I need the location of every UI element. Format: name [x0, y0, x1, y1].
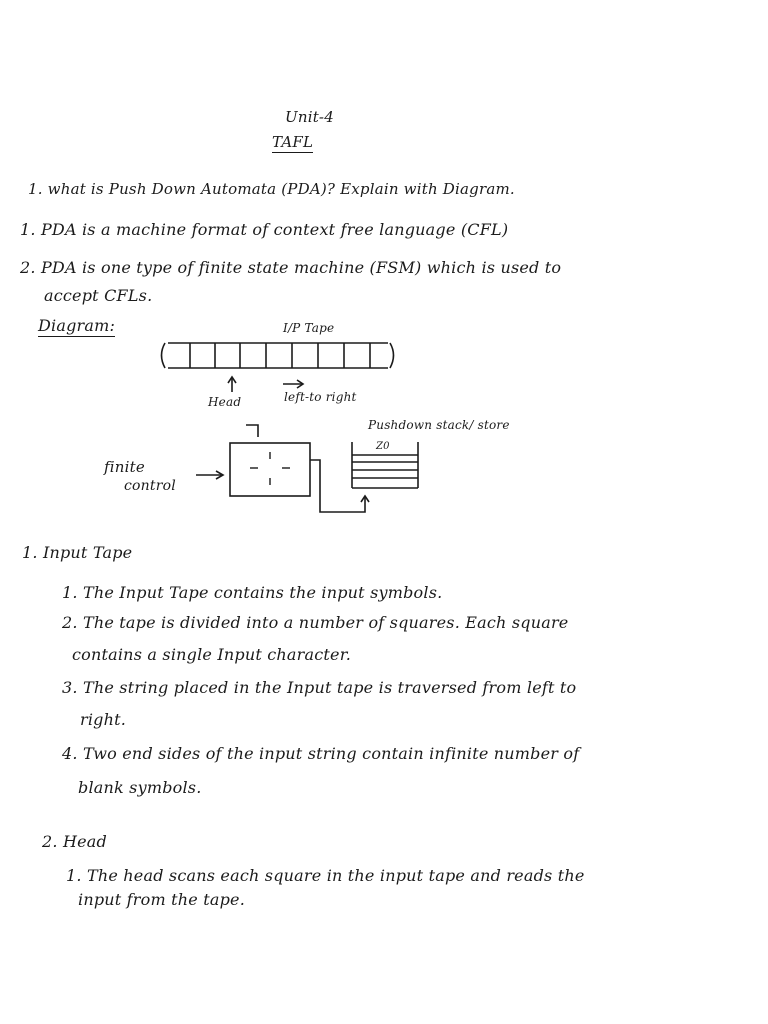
finite-control-box [230, 443, 310, 496]
subject-title: TAFL [272, 133, 314, 151]
section1-item-1: 1. The Input Tape contains the input symbols. [62, 583, 443, 602]
control-label-line2: control [124, 478, 176, 494]
point-2-continued: accept CFLs. [44, 286, 153, 305]
section2-item-1: 1. The head scans each square in the input tape and reads the [66, 866, 585, 885]
control-marks [250, 452, 290, 485]
section1-item-4: 4. Two end sides of the input string contain infinite number of [62, 744, 580, 763]
control-stack-wire [310, 460, 365, 512]
question-text: 1. what is Push Down Automata (PDA)? Explain with Diagram. [28, 180, 515, 198]
head-label: Head [208, 395, 242, 409]
point-2: 2. PDA is one type of finite state machine (FSM) which is used to [20, 258, 562, 277]
direction-label: left-to right [284, 390, 357, 404]
section2-heading: 2. Head [42, 832, 107, 851]
section1-item-2-continued: contains a single Input character. [72, 645, 352, 664]
diagram-heading: Diagram: [38, 316, 116, 335]
head-arrow [228, 377, 236, 392]
unit-title: Unit-4 [285, 108, 334, 126]
head-connector [246, 425, 258, 437]
point-1: 1. PDA is a machine format of context free language (CFL) [20, 220, 509, 239]
tape-label: I/P Tape [283, 321, 335, 335]
section2-item-1-continued: input from the tape. [78, 890, 245, 909]
section1-item-3-continued: right. [80, 710, 127, 729]
input-tape [162, 343, 394, 368]
stack-top-symbol: Z0 [376, 441, 390, 452]
control-arrow [196, 471, 223, 479]
section1-item-3: 3. The string placed in the Input tape is traversed from left to [62, 678, 577, 697]
direction-arrow [283, 380, 303, 388]
section1-item-4-continued: blank symbols. [78, 778, 202, 797]
control-label-line1: finite [104, 458, 145, 476]
section1-heading: 1. Input Tape [22, 543, 133, 562]
section1-item-2: 2. The tape is divided into a number of squares. Each square [62, 613, 569, 632]
stack-label: Pushdown stack/ store [368, 418, 510, 432]
